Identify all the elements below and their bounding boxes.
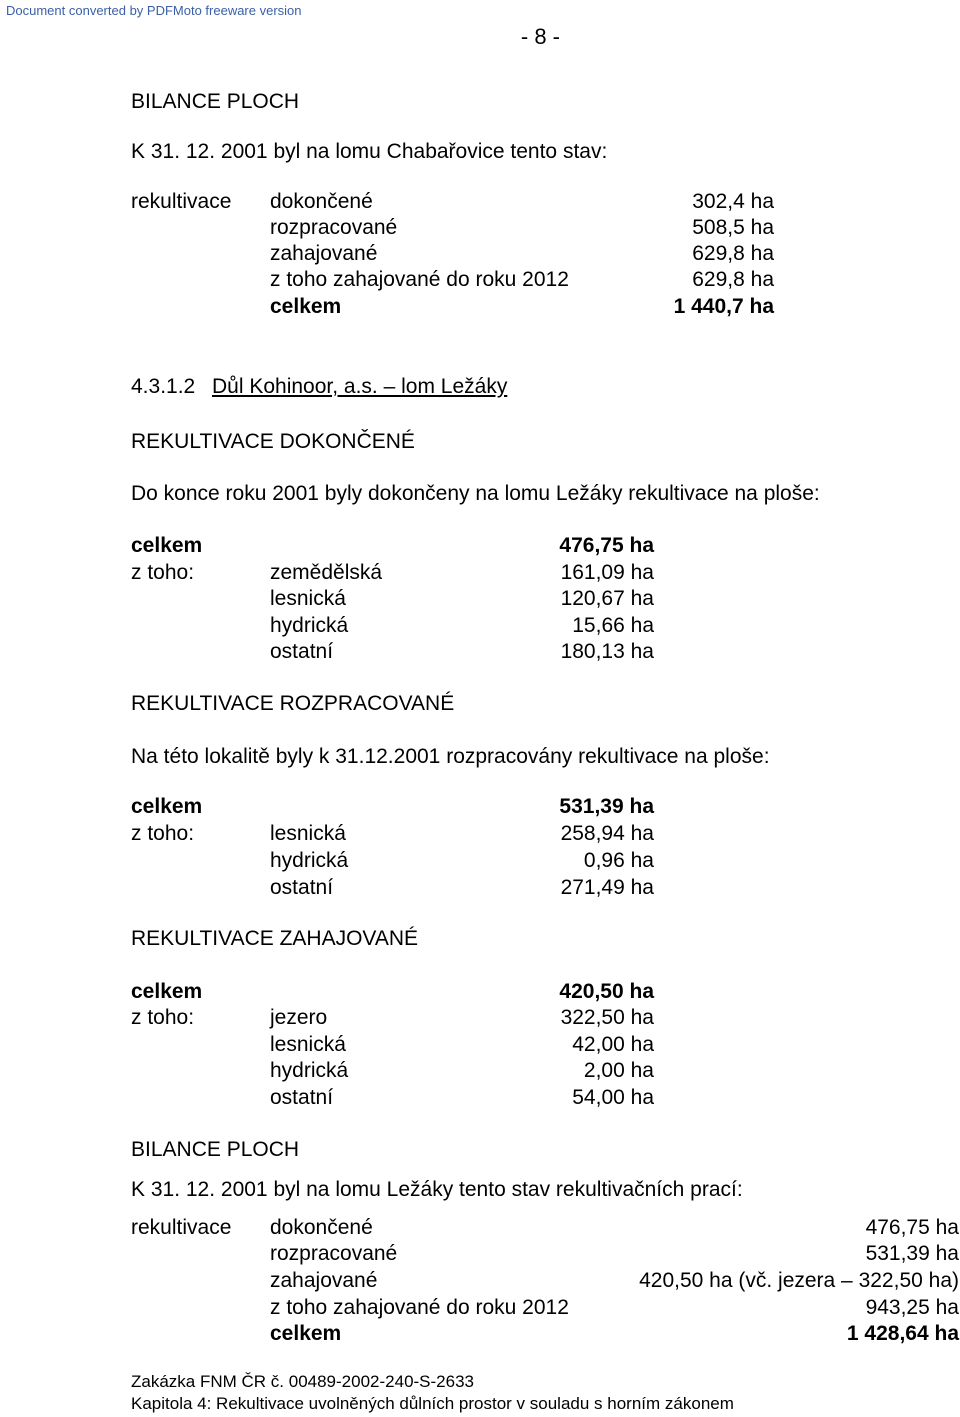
ztoho-label: z toho: [131,1006,195,1029]
total-value: 420,50 ha [559,980,654,1003]
footer-contract: Zakázka FNM ČR č. 00489-2002-240-S-2633 [131,1372,474,1391]
row-name: lesnická [270,587,346,610]
total-label: celkem [131,980,203,1003]
row-value: 508,5 ha [692,216,774,239]
row-name: zemědělská [270,561,383,584]
label-rekultivace: rekultivace [131,190,232,213]
row-name: jezero [270,1006,328,1029]
intro-chabarovice: K 31. 12. 2001 byl na lomu Chabařovice tento stav: [131,140,608,163]
heading-dokoncene: REKULTIVACE DOKONČENÉ [131,430,415,453]
page-number: - 8 - [520,24,560,49]
heading-rozpracovane: REKULTIVACE ROZPRACOVANÉ [131,692,455,715]
row-value: 161,09 ha [560,561,654,584]
intro-dokoncene: Do konce roku 2001 byly dokončeny na lomu Ležáky rekultivace na ploše: [131,482,820,505]
row-name: hydrická [270,849,349,872]
row-name: zahajované [270,1269,378,1292]
row-value: 2,00 ha [583,1059,654,1082]
row-value: 180,13 ha [560,640,654,663]
label-rekultivace: rekultivace [131,1216,232,1239]
total-value: 476,75 ha [559,534,654,557]
row-name: hydrická [270,614,349,637]
row-value: 531,39 ha [865,1242,959,1265]
total-label: celkem [131,534,203,557]
row-name-total: celkem [270,295,342,318]
row-name-total: celkem [270,1322,342,1345]
row-value: 54,00 ha [572,1086,654,1109]
row-value: 476,75 ha [865,1216,959,1239]
row-value: 15,66 ha [572,614,654,637]
row-name: hydrická [270,1059,349,1082]
footer-chapter: Kapitola 4: Rekultivace uvolněných důlních prostor v souladu s horním zákonem [131,1394,734,1413]
section-number: 4.3.1.2 [131,375,196,398]
row-value: 943,25 ha [865,1296,959,1319]
row-value-total: 1 440,7 ha [673,295,774,318]
row-value: 0,96 ha [583,849,654,872]
heading-zahajovane: REKULTIVACE ZAHAJOVANÉ [131,927,419,950]
row-name: dokončené [270,1216,373,1239]
heading-bilance-lezaky: BILANCE PLOCH [131,1138,300,1161]
row-name: z toho zahajované do roku 2012 [270,1296,569,1319]
row-name: z toho zahajované do roku 2012 [270,268,569,291]
row-name: zahajované [270,242,378,265]
row-value: 420,50 ha (vč. jezera – 322,50 ha) [639,1269,959,1292]
row-name: ostatní [270,640,334,663]
row-value: 629,8 ha [692,268,774,291]
row-name: lesnická [270,1033,346,1056]
row-value: 322,50 ha [560,1006,654,1029]
row-name: rozpracované [270,216,398,239]
row-name: lesnická [270,822,346,845]
watermark: Document converted by PDFMoto freeware version [6,3,302,18]
row-name: ostatní [270,1086,334,1109]
ztoho-label: z toho: [131,561,195,584]
ztoho-label: z toho: [131,822,195,845]
row-value: 271,49 ha [560,876,654,899]
row-name: dokončené [270,190,373,213]
row-value: 258,94 ha [560,822,654,845]
section-title: Důl Kohinoor, a.s. – lom Ležáky [212,375,508,398]
row-name: rozpracované [270,1242,398,1265]
intro-lezaky: K 31. 12. 2001 byl na lomu Ležáky tento stav rekultivačních prací: [131,1178,743,1201]
total-label: celkem [131,795,203,818]
heading-bilance-chabarovice: BILANCE PLOCH [131,90,300,113]
row-value: 629,8 ha [692,242,774,265]
row-name: ostatní [270,876,334,899]
row-value: 302,4 ha [692,190,774,213]
row-value: 120,67 ha [560,587,654,610]
total-value: 531,39 ha [559,795,654,818]
intro-rozpracovane: Na této lokalitě byly k 31.12.2001 rozpracovány rekultivace na ploše: [131,745,770,768]
row-value: 42,00 ha [572,1033,654,1056]
row-value-total: 1 428,64 ha [846,1322,959,1345]
